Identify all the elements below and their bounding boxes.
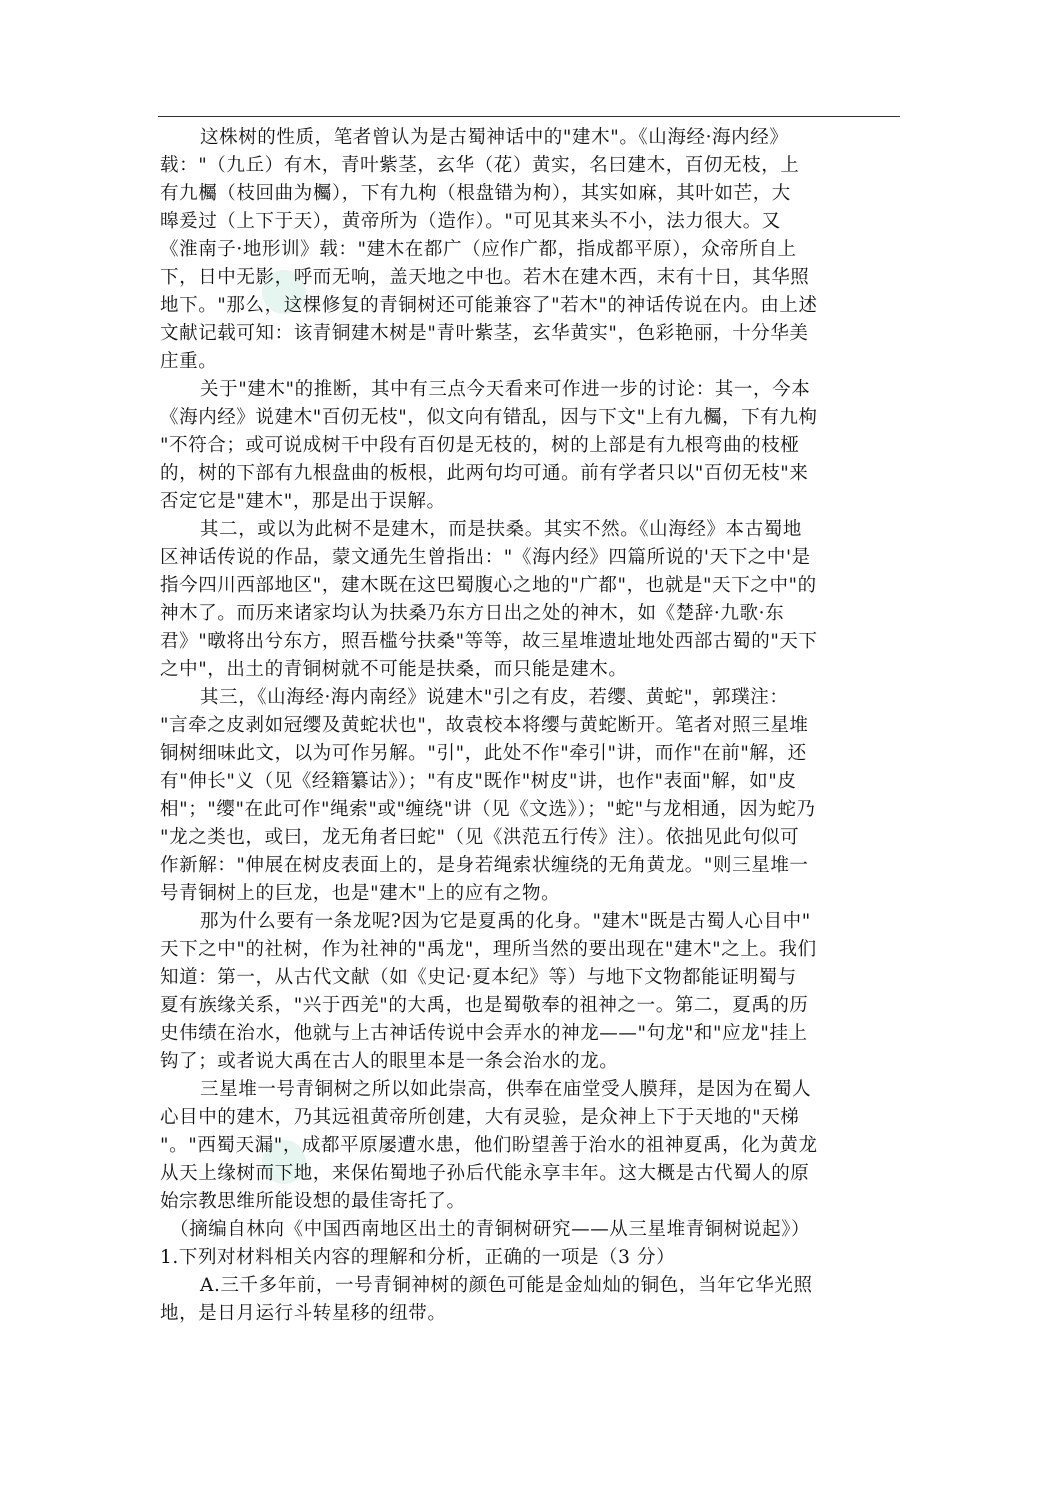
text-line: 否定它是"建木"，那是出于误解。 xyxy=(160,491,446,512)
question-stem: 1.下列对材料相关内容的理解和分析，正确的一项是（3 分） xyxy=(160,1247,676,1268)
text-line: 其二，或以为此树不是建木，而是扶桑。其实不然。《山海经》本古蜀地 xyxy=(200,519,802,540)
text-line: 那为什么要有一条龙呢?因为它是夏禹的化身。"建木"既是古蜀人心目中" xyxy=(200,911,811,932)
text-line: "不符合；或可说成树干中段有百仞是无枝的，树的上部是有九根弯曲的枝桠 xyxy=(160,435,800,456)
option-a: A.三千多年前，一号青铜神树的颜色可能是金灿灿的铜色，当年它华光照 xyxy=(200,1275,813,1296)
text-line: 钩了；或者说大禹在古人的眼里本是一条会治水的龙。 xyxy=(160,1051,619,1072)
text-line: 三星堆一号青铜树之所以如此崇高，供奉在庙堂受人膜拜，是因为在蜀人 xyxy=(200,1079,812,1100)
text-line: 载："（九丘）有木，青叶紫茎，玄华（花）黄实，名曰建木，百仞无枝，上 xyxy=(160,155,800,176)
text-line: 夏有族缘关系，"兴于西羌"的大禹，也是蜀敬奉的祖神之一。第二，夏禹的历 xyxy=(160,995,809,1016)
text-line: 始宗教思维所能设想的最佳寄托了。 xyxy=(160,1191,466,1212)
text-line: 这株树的性质，笔者曾认为是古蜀神话中的"建木"。《山海经·海内经》 xyxy=(200,127,789,148)
text-line: 相"；"缨"在此可作"绳索"或"缠绕"讲（见《文选》）；"蛇"与龙相通，因为蛇乃 xyxy=(160,799,816,820)
text-line: "。"西蜀天漏"，成都平原屡遭水患，他们盼望善于治水的祖神夏禹，化为黄龙 xyxy=(160,1135,818,1156)
header-rule xyxy=(158,116,900,117)
text-line: 史伟绩在治水，他就与上古神话传说中会弄水的神龙——"句龙"和"应龙"挂上 xyxy=(160,1023,808,1044)
text-line: 知道：第一，从古代文献（如《史记·夏本纪》等）与地下文物都能证明蜀与 xyxy=(160,967,797,988)
text-line: 君》"暾将出兮东方，照吾槛兮扶桑"等等，故三星堆遗址地处西部古蜀的"天下 xyxy=(160,631,818,652)
text-line: 从天上缘树而下地，来保佑蜀地子孙后代能永享丰年。这大概是古代蜀人的原 xyxy=(160,1163,810,1184)
text-line: "龙之类也，或曰，龙无角者曰蛇"（见《洪范五行传》注）。依拙见此句似可 xyxy=(160,827,800,848)
text-line: 号青铜树上的巨龙，也是"建木"上的应有之物。 xyxy=(160,883,561,904)
text-line: 心目中的建木，乃其远祖黄帝所创建，大有灵验，是众神上下于天地的"天梯 xyxy=(160,1107,800,1128)
text-line: 指今四川西部地区"，建木既在这巴蜀腹心之地的"广都"，也就是"天下之中"的 xyxy=(160,575,817,596)
text-line: 暤爰过（上下于天），黄帝所为（造作）。"可见其来头不小，法力很大。又 xyxy=(160,211,781,232)
text-line: 关于"建木"的推断，其中有三点今天看来可作进一步的讨论：其一，今本 xyxy=(200,379,811,400)
text-line: 神木了。而历来诸家均认为扶桑乃东方日出之处的神木，如《楚辞·九歌·东 xyxy=(160,603,785,624)
document-body xyxy=(160,124,900,1328)
text-line: 作新解："伸展在树皮表面上的，是身若绳索状缠绕的无角黄龙。"则三星堆一 xyxy=(160,855,809,876)
text-line: 文献记载可知：该青铜建木树是"青叶紫茎，玄华黄实"，色彩艳丽，十分华美 xyxy=(160,323,809,344)
text-line: 庄重。 xyxy=(160,351,218,372)
option-a-continued: 地，是日月运行斗转星移的纽带。 xyxy=(160,1303,447,1324)
text-line: 《海内经》说建木"百仞无枝"，似文向有错乱，因与下文"上有九欘，下有九枸 xyxy=(160,407,818,428)
text-line: 地下。"那么，这棵修复的青铜树还可能兼容了"若木"的神话传说在内。由上述 xyxy=(160,295,818,316)
text-line: 有"伸长"义（见《经籍纂诂》）；"有皮"既作"树皮"讲，也作"表面"解，如"皮 xyxy=(160,771,797,792)
text-line: 《淮南子·地形训》载："建木在都广（应作广都，指成都平原），众帝所自上 xyxy=(160,239,797,260)
text-line: 其三，《山海经·海内南经》说建木"引之有皮，若缨、黄蛇"，郭璞注： xyxy=(200,687,789,708)
text-line: 有九欘（枝回曲为欘），下有九枸（根盘错为枸），其实如麻，其叶如芒，大 xyxy=(160,183,791,204)
text-line: 铜树细味此文，以为可作另解。"引"，此处不作"牵引"讲，而作"在前"解，还 xyxy=(160,743,807,764)
text-line: 的，树的下部有九根盘曲的板根，此两句均可通。前有学者只以"百仞无枝"来 xyxy=(160,463,809,484)
text-line: 区神话传说的作品，蒙文通先生曾指出："《海内经》四篇所说的'天下之中'是 xyxy=(160,547,811,568)
source-citation: （摘编自林向《中国西南地区出土的青铜树研究——从三星堆青铜树说起》） xyxy=(170,1219,811,1240)
text-line: 之中"，出土的青铜树就不可能是扶桑，而只能是建木。 xyxy=(160,659,628,680)
text-line: 下，日中无影，呼而无响，盖天地之中也。若木在建木西，末有十日，其华照 xyxy=(160,267,810,288)
text-line: 天下之中"的社树，作为社神的"禹龙"，理所当然的要出现在"建木"之上。我们 xyxy=(160,939,817,960)
text-line: "言牵之皮剥如冠缨及黄蛇状也"，故袁校本将缨与黄蛇断开。笔者对照三星堆 xyxy=(160,715,809,736)
